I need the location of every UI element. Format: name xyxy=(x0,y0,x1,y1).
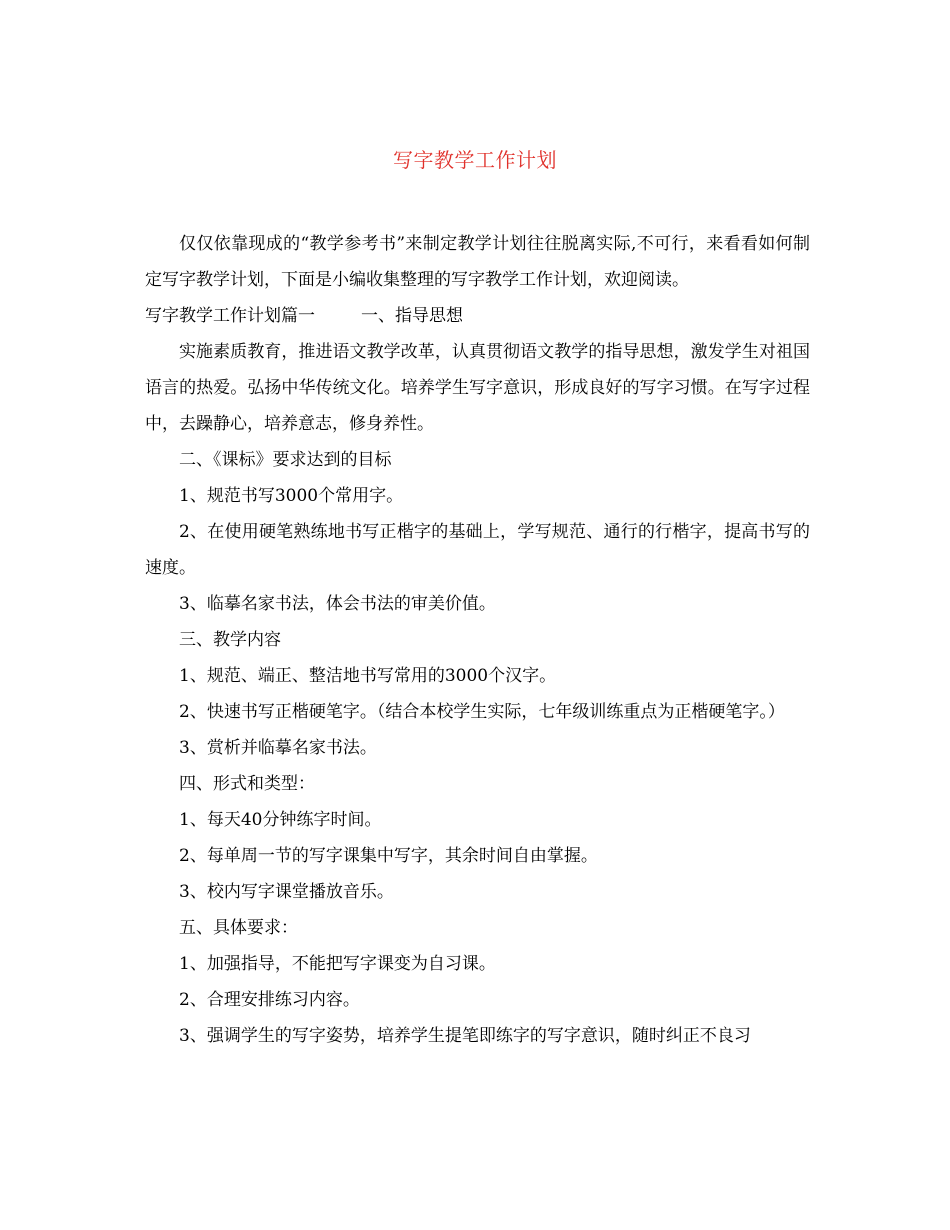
list-item: 3、强调学生的写字姿势，培养学生提笔即练字的写字意识，随时纠正不良习 xyxy=(179,1026,751,1046)
document-title: 写字教学工作计划 xyxy=(393,148,557,172)
list-item: 2、每单周一节的写字课集中写字，其余时间自由掌握。 xyxy=(179,846,598,866)
list-item: 3、校内写字课堂播放音乐。 xyxy=(179,882,394,902)
list-item: 1、每天40分钟练字时间。 xyxy=(179,810,382,830)
heading-forms: 四、形式和类型： xyxy=(179,774,315,794)
heading-goals: 二、《课标》要求达到的目标 xyxy=(179,450,392,470)
section-title: 写字教学工作计划篇一 xyxy=(145,306,315,326)
intro-paragraph: 仅仅依靠现成的“教学参考书”来制定教学计划往往脱离实际,不可行，来看看如何制定写字教学计划，下面是小编收集整理的写字教学工作计划，欢迎阅读。 xyxy=(145,234,810,290)
list-item: 2、合理安排练习内容。 xyxy=(179,990,360,1010)
section-subheading: 一、指导思想 xyxy=(361,306,463,326)
list-item: 3、临摹名家书法，体会书法的审美价值。 xyxy=(179,594,496,614)
heading-content: 三、教学内容 xyxy=(179,630,281,650)
list-item: 2、在使用硬笔熟练地书写正楷字的基础上，学写规范、通行的行楷字，提高书写的速度。 xyxy=(145,522,810,578)
list-item: 2、快速书写正楷硬笔字。（结合本校学生实际，七年级训练重点为正楷硬笔字。） xyxy=(179,702,785,722)
list-item: 1、规范书写3000个常用字。 xyxy=(179,486,404,506)
paragraph-guiding-thought: 实施素质教育，推进语文教学改革，认真贯彻语文教学的指导思想，激发学生对祖国语言的热爱。弘扬中华传统文化。培养学生写字意识，形成良好的写字习惯。在写字过程中，去躁静心，培养意志，修身养性。 xyxy=(145,342,810,434)
heading-requirements: 五、具体要求： xyxy=(179,918,298,938)
list-item: 3、赏析并临摹名家书法。 xyxy=(179,738,377,758)
list-item: 1、规范、端正、整洁地书写常用的3000个汉字。 xyxy=(179,666,557,686)
section-heading-line xyxy=(145,298,810,334)
list-item: 1、加强指导，不能把写字课变为自习课。 xyxy=(179,954,496,974)
document-body xyxy=(145,226,810,1054)
